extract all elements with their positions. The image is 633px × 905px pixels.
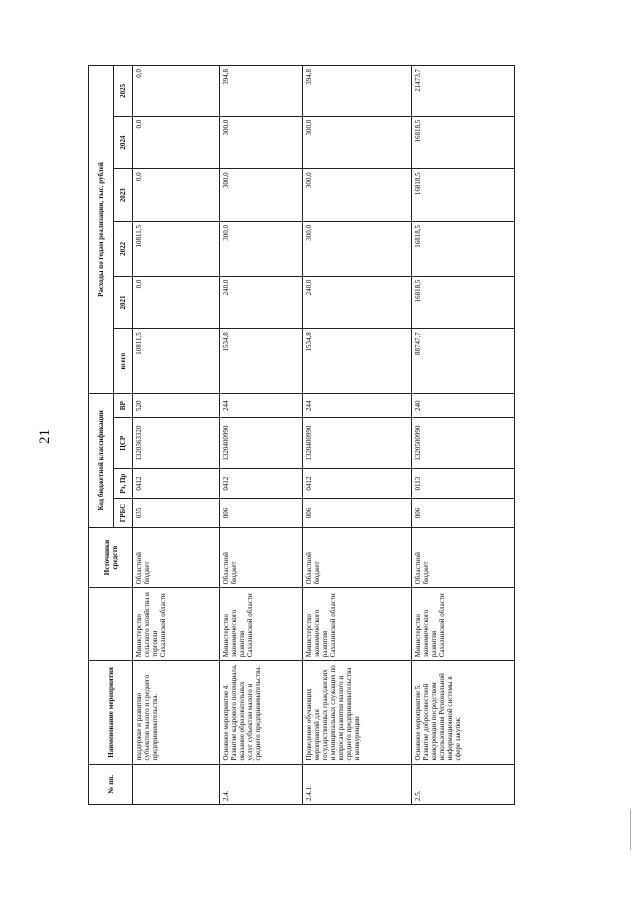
cell-name: Основное мероприятие 5. Развитие добросовестной конкуренции посредством использования Региональной информационной системы в сфере закупок. — [412, 661, 515, 764]
cell-2022: 300,0 — [220, 222, 303, 277]
cell-2025: 394,8 — [303, 66, 412, 117]
cell-grbs: 006 — [220, 499, 303, 527]
header-executor — [89, 588, 133, 661]
header-vr: ВР — [114, 394, 133, 418]
cell-2021: 16818,5 — [412, 276, 515, 329]
header-num: № пп. — [89, 764, 133, 804]
header-total: всего — [114, 329, 133, 394]
cell-vr: 240 — [412, 394, 515, 418]
cell-executor: Министерство экономического развития Сахалинской области — [412, 588, 515, 661]
cell-2022: 300,0 — [303, 222, 412, 277]
header-2024: 2024 — [114, 116, 133, 169]
cell-2023: 300,0 — [303, 169, 412, 222]
cell-executor: Министерство экономического развития Сахалинской области — [303, 588, 412, 661]
table-row — [412, 66, 515, 805]
cell-source: Областной бюджет — [303, 527, 412, 588]
table-row — [220, 66, 303, 805]
cell-executor: Министерство сельского хозяйства и торговли Сахалинской области — [133, 588, 220, 661]
cell-source: Областной бюджет — [133, 527, 220, 588]
scan-edge-mark — [630, 810, 631, 850]
cell-csr: 1320363320 — [133, 418, 220, 469]
cell-2021: 0,0 — [133, 276, 220, 329]
cell-2024: 0,0 — [133, 116, 220, 169]
cell-name: Основное мероприятие 4. Развитие кадрового потенциала, оказание образовательных услуг субъектам малого и среднего предпринимательства. — [220, 661, 303, 764]
cell-2024: 16818,5 — [412, 116, 515, 169]
header-2021: 2021 — [114, 276, 133, 329]
cell-total: 88747,7 — [412, 329, 515, 394]
cell-rzpr: 0412 — [220, 468, 303, 498]
page-number: 21 — [37, 429, 53, 444]
rotated-table-frame — [88, 65, 520, 805]
budget-table — [88, 65, 515, 805]
cell-rzpr: 0113 — [412, 468, 515, 498]
cell-total: 10811,5 — [133, 329, 220, 394]
cell-vr: 244 — [303, 394, 412, 418]
cell-source: Областной бюджет — [220, 527, 303, 588]
header-expenses: Расходы по годам реализации, тыс. рублей — [89, 66, 114, 394]
cell-rzpr: 0412 — [133, 468, 220, 498]
cell-2022: 16818,5 — [412, 222, 515, 277]
cell-grbs: 035 — [133, 499, 220, 527]
cell-num: 2.4.1. — [303, 764, 412, 804]
header-2022: 2022 — [114, 222, 133, 277]
cell-vr: 244 — [220, 394, 303, 418]
table-row — [303, 66, 412, 805]
cell-num: 2.4. — [220, 764, 303, 804]
cell-2022: 10811,5 — [133, 222, 220, 277]
cell-2024: 300,0 — [303, 116, 412, 169]
header-name: Наименование мероприятия — [89, 661, 133, 764]
cell-rzpr: 0412 — [303, 468, 412, 498]
cell-num — [133, 764, 220, 804]
cell-2023: 16818,5 — [412, 169, 515, 222]
cell-total: 1534,8 — [303, 329, 412, 394]
header-rzpr: Рз, Пр — [114, 468, 133, 498]
cell-csr: 1320400990 — [220, 418, 303, 469]
header-grbs: ГРБС — [114, 499, 133, 527]
cell-name: поддержке и развитию субъектов малого и среднего предпринимательства. — [133, 661, 220, 764]
header-csr: ЦСР — [114, 418, 133, 469]
cell-2021: 240,0 — [303, 276, 412, 329]
cell-csr: 1320400990 — [303, 418, 412, 469]
cell-2024: 300,0 — [220, 116, 303, 169]
cell-2025: 394,8 — [220, 66, 303, 117]
table-container — [88, 65, 520, 805]
cell-csr: 1320500990 — [412, 418, 515, 469]
cell-2025: 0,0 — [133, 66, 220, 117]
cell-2023: 0,0 — [133, 169, 220, 222]
header-2023: 2023 — [114, 169, 133, 222]
header-2025: 2025 — [114, 66, 133, 117]
cell-source: Областной бюджет — [412, 527, 515, 588]
cell-2025: 21473,7 — [412, 66, 515, 117]
cell-total: 1534,8 — [220, 329, 303, 394]
cell-vr: 520 — [133, 394, 220, 418]
header-source: Источники средств — [89, 527, 133, 588]
cell-2021: 240,0 — [220, 276, 303, 329]
table-row — [133, 66, 220, 805]
cell-num: 2.5. — [412, 764, 515, 804]
cell-executor: Министерство экономического развития Сахалинской области — [220, 588, 303, 661]
cell-name: Проведение обучающих мероприятий для государственных гражданских и муниципальных служащих по вопросам развития малого и среднего предпринимательства и конкуренции — [303, 661, 412, 764]
cell-grbs: 006 — [303, 499, 412, 527]
header-row-1 — [89, 66, 114, 805]
cell-grbs: 006 — [412, 499, 515, 527]
cell-2023: 300,0 — [220, 169, 303, 222]
header-budget-code: Код бюджетной классификации — [89, 394, 114, 528]
